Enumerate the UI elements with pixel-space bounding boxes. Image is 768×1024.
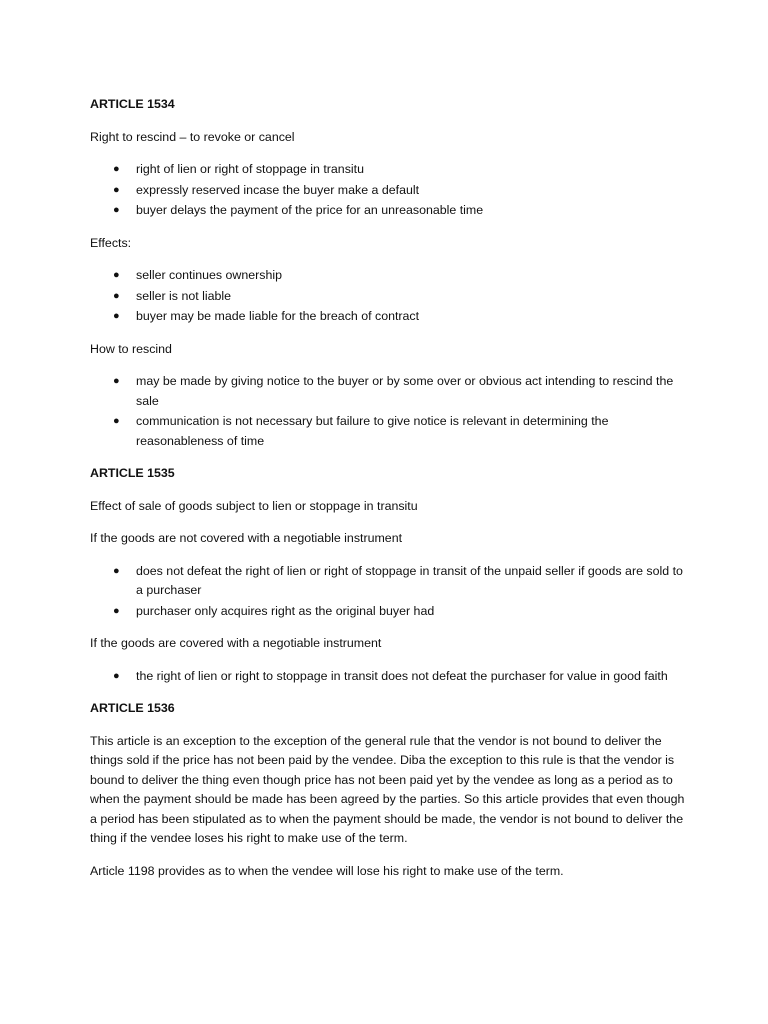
list-item: [90, 160, 690, 180]
list-item-text: buyer delays the payment of the price for an unreasonable time: [136, 203, 484, 217]
bullet-icon: ●: [113, 204, 120, 216]
list-item-text: may be made by giving notice to the buyer or by some over or obvious act intending to rescind the sale: [136, 374, 674, 408]
list-item: [90, 412, 690, 451]
list-item: [90, 307, 690, 327]
paragraph-effects: Effects:: [90, 235, 132, 250]
paragraph-article-1536-body: This article is an exception to the exception of the general rule that the vendor is not bound to deliver the things sold if the price has not been paid by the vendee. Diba the exception to this rule is that the vendor is bound to deliver the thing even though price has not been paid yet by the vendee as long as a period as to when the payment should be made has been agreed by the parties. So this article provides that even though a period has been stipulated as to when the payment should be made, the vendor is not bound to deliver the thing if the vendee loses his right to make use of the term.: [90, 733, 685, 845]
list-item: [90, 667, 690, 687]
paragraph-not-covered: If the goods are not covered with a negotiable instrument: [90, 531, 403, 545]
list-item-text: expressly reserved incase the buyer make a default: [136, 182, 420, 197]
list-item: [90, 602, 690, 622]
list-item: [90, 181, 690, 201]
bullet-list-how-to-rescind: [90, 372, 690, 451]
paragraph-how-to-rescind: How to rescind: [90, 341, 172, 356]
list-item-text: communication is not necessary but failure to give notice is relevant in determining the reasonableness of time: [136, 414, 609, 448]
article-1534-heading: ARTICLE 1534: [90, 97, 175, 111]
bullet-list-effects: [90, 266, 690, 327]
list-item-text: right of lien or right of stoppage in transitu: [136, 162, 364, 176]
list-item: [90, 266, 690, 286]
article-1536-heading: ARTICLE 1536: [90, 701, 175, 715]
list-item: [90, 287, 690, 307]
list-item-text: does not defeat the right of lien or right of stoppage in transit of the unpaid seller if goods are sold to a purchaser: [136, 563, 683, 597]
bullet-list-not-covered: [90, 562, 690, 622]
bullet-icon: ●: [113, 289, 120, 302]
article-1535-heading: ARTICLE 1535: [90, 466, 175, 480]
paragraph-effect-of-sale: Effect of sale of goods subject to lien or stoppage in transitu: [90, 498, 418, 513]
bullet-icon: ●: [113, 183, 120, 196]
list-item: [90, 372, 690, 411]
bullet-icon: ●: [113, 415, 120, 427]
list-item-text: purchaser only acquires right as the original buyer had: [136, 603, 435, 618]
bullet-icon: ●: [113, 269, 120, 281]
bullet-list-rescind-grounds: [90, 160, 690, 221]
list-item-text: seller continues ownership: [136, 268, 283, 282]
bullet-icon: ●: [113, 604, 120, 617]
list-item-text: the right of lien or right to stoppage in transit does not defeat the purchaser for value in good faith: [136, 668, 668, 683]
list-item-text: seller is not liable: [136, 288, 232, 303]
paragraph-right-to-rescind: Right to rescind – to revoke or cancel: [90, 129, 295, 144]
bullet-icon: ●: [113, 564, 120, 577]
bullet-list-covered: [90, 667, 690, 687]
paragraph-article-1198: Article 1198 provides as to when the vendee will lose his right to make use of the term.: [90, 863, 564, 878]
bullet-icon: ●: [113, 163, 120, 175]
bullet-icon: ●: [113, 375, 120, 387]
bullet-icon: ●: [113, 669, 120, 682]
list-item: [90, 201, 690, 221]
document-page: [90, 95, 690, 894]
list-item-text: buyer may be made liable for the breach of contract: [136, 309, 420, 323]
paragraph-covered: If the goods are covered with a negotiable instrument: [90, 636, 382, 650]
list-item: [90, 562, 690, 601]
bullet-icon: ●: [113, 310, 120, 322]
